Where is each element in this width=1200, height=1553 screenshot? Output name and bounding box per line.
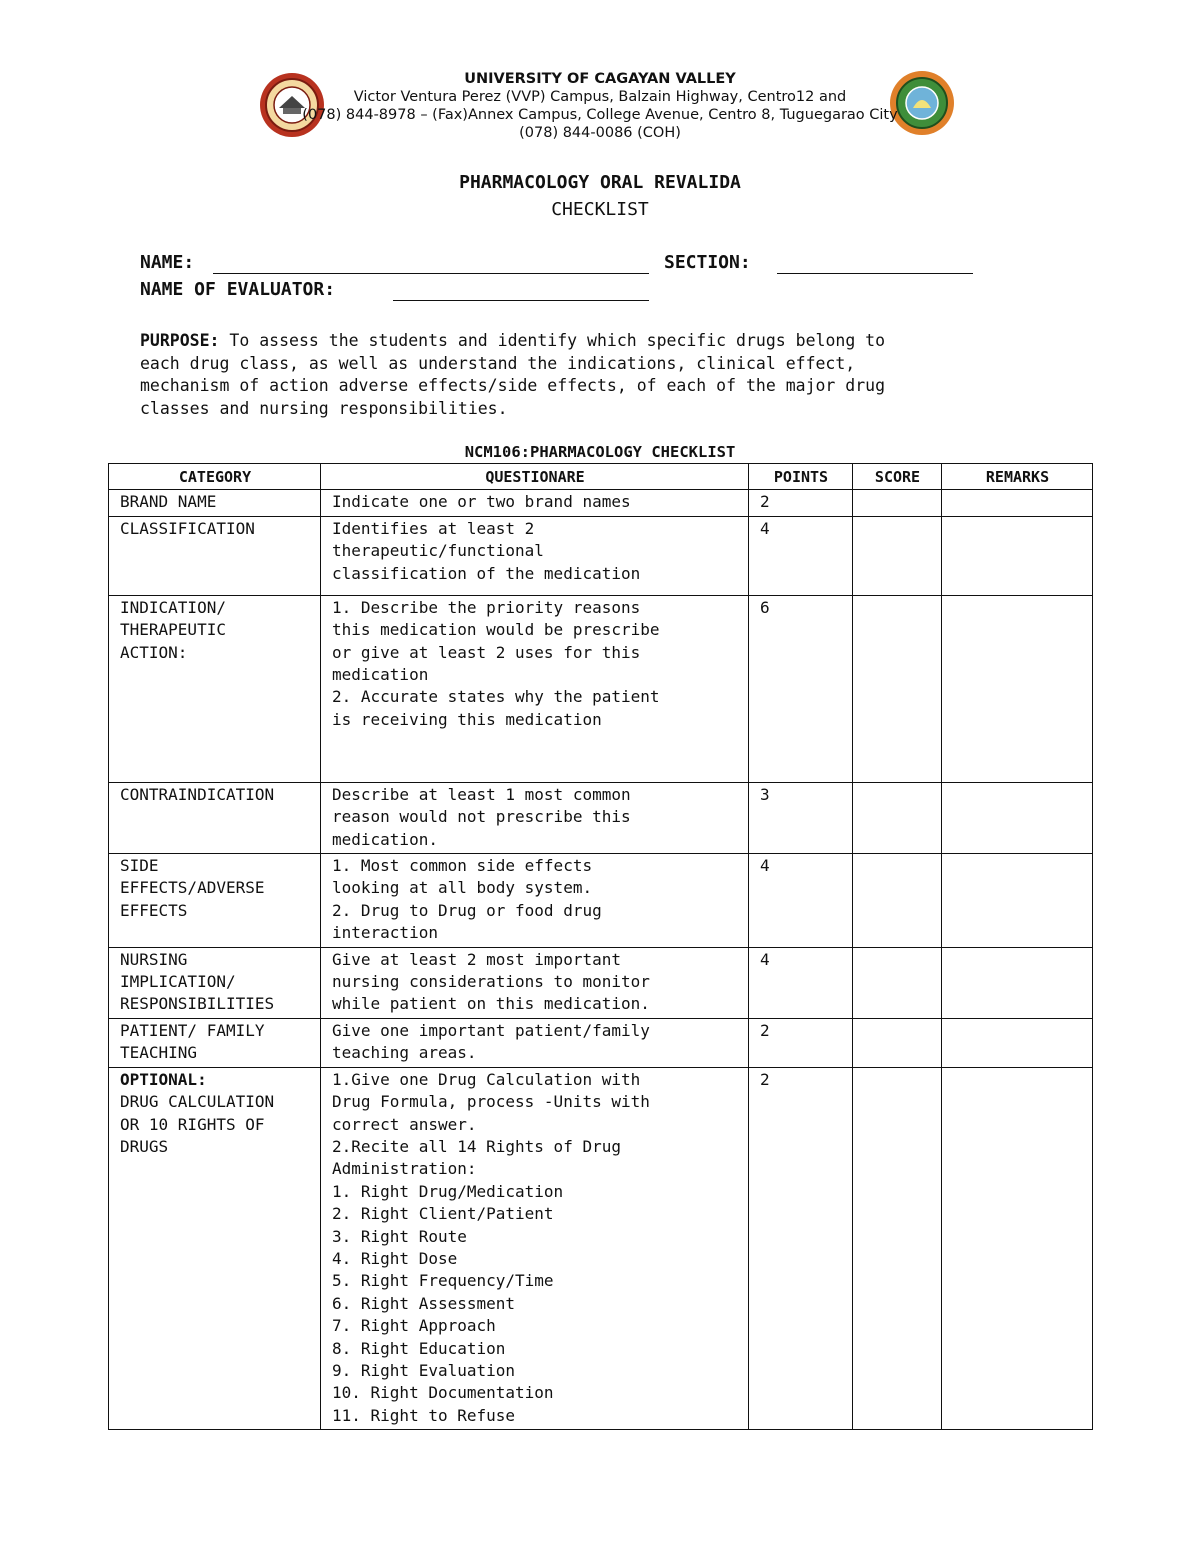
points-cell: 4 <box>749 516 853 595</box>
question-cell: 1.Give one Drug Calculation with Drug Formula, process -Units with correct answer. 2.Recite all 14 Rights of Drug Administration: 1. Right Drug/Medication 2. Right Client/Patient 3. Right Route 4. Right Dose 5. Right Frequency/Time 6. Right Assessment 7. Right Approach 8. Right Education 9. Right Evaluation 10. Right Documentation 11. Right to Refuse <box>321 1067 749 1430</box>
optional-label: OPTIONAL: <box>120 1069 207 1089</box>
section-label: SECTION: <box>664 252 751 273</box>
score-cell[interactable] <box>853 490 942 516</box>
campus-address-2: (078) 844-8978 – (Fax)Annex Campus, College Avenue, Centro 8, Tuguegarao City <box>302 107 898 123</box>
header-category: CATEGORY <box>109 464 321 490</box>
campus-address-3: (078) 844-0086 (COH) <box>519 125 681 141</box>
score-cell[interactable] <box>853 595 942 782</box>
category-cell: BRAND NAME <box>109 490 321 516</box>
remarks-cell[interactable] <box>942 782 1093 853</box>
question-cell: Give one important patient/family teaching areas. <box>321 1018 749 1067</box>
remarks-cell[interactable] <box>942 854 1093 948</box>
header-points: POINTS <box>749 464 853 490</box>
purpose-text: To assess the students and identify which specific drugs belong to each drug class, as well as understand the indications, clinical effect, mechanism of action adverse effects/side effects, of each of the major drug classes and nursing responsibilities. <box>140 331 886 419</box>
table-header-row <box>109 464 1093 490</box>
points-cell: 4 <box>749 854 853 948</box>
category-cell: CONTRAINDICATION <box>109 782 321 853</box>
remarks-cell[interactable] <box>942 947 1093 1018</box>
table-row <box>109 595 1093 782</box>
name-field[interactable] <box>213 273 649 274</box>
table-row <box>109 782 1093 853</box>
remarks-cell[interactable] <box>942 516 1093 595</box>
points-cell: 2 <box>749 490 853 516</box>
category-cell: NURSING IMPLICATION/ RESPONSIBILITIES <box>109 947 321 1018</box>
campus-address-1: Victor Ventura Perez (VVP) Campus, Balzain Highway, Centro12 and <box>353 89 847 105</box>
university-name: UNIVERSITY OF CAGAYAN VALLEY <box>464 71 736 87</box>
category-cell: PATIENT/ FAMILY TEACHING <box>109 1018 321 1067</box>
table-caption: NCM106:PHARMACOLOGY CHECKLIST <box>464 443 736 461</box>
category-cell: INDICATION/ THERAPEUTIC ACTION: <box>109 595 321 782</box>
remarks-cell[interactable] <box>942 1067 1093 1430</box>
score-cell[interactable] <box>853 1018 942 1067</box>
header-score: SCORE <box>853 464 942 490</box>
score-cell[interactable] <box>853 854 942 948</box>
remarks-cell[interactable] <box>942 1018 1093 1067</box>
table-row-optional <box>109 1067 1093 1430</box>
header-remarks: REMARKS <box>942 464 1093 490</box>
page-title: PHARMACOLOGY ORAL REVALIDA <box>459 172 741 193</box>
question-cell: Identifies at least 2 therapeutic/functional classification of the medication <box>321 516 749 595</box>
section-field[interactable] <box>777 273 973 274</box>
points-cell: 4 <box>749 947 853 1018</box>
question-cell: Indicate one or two brand names <box>321 490 749 516</box>
table-row <box>109 490 1093 516</box>
score-cell[interactable] <box>853 516 942 595</box>
header-questionare: QUESTIONARE <box>321 464 749 490</box>
table-row <box>109 516 1093 595</box>
purpose-paragraph <box>140 330 1060 421</box>
score-cell[interactable] <box>853 782 942 853</box>
remarks-cell[interactable] <box>942 595 1093 782</box>
question-cell: Describe at least 1 most common reason would not prescribe this medication. <box>321 782 749 853</box>
optional-category: DRUG CALCULATION OR 10 RIGHTS OF DRUGS <box>120 1092 275 1156</box>
table-row <box>109 1018 1093 1067</box>
score-cell[interactable] <box>853 1067 942 1430</box>
points-cell: 2 <box>749 1067 853 1430</box>
purpose-label: PURPOSE: <box>140 331 220 350</box>
category-cell: CLASSIFICATION <box>109 516 321 595</box>
question-cell: 1. Most common side effects looking at all body system. 2. Drug to Drug or food drug interaction <box>321 854 749 948</box>
question-cell: Give at least 2 most important nursing considerations to monitor while patient on this medication. <box>321 947 749 1018</box>
checklist-table <box>108 463 1093 1430</box>
evaluator-label: NAME OF EVALUATOR: <box>140 279 336 300</box>
name-label: NAME: <box>140 252 195 273</box>
category-cell: SIDE EFFECTS/ADVERSE EFFECTS <box>109 854 321 948</box>
table-row <box>109 947 1093 1018</box>
question-cell: 1. Describe the priority reasons this medication would be prescribe or give at least 2 uses for this medication 2. Accurate states why the patient is receiving this medication <box>321 595 749 782</box>
points-cell: 3 <box>749 782 853 853</box>
category-cell <box>109 1067 321 1430</box>
letterhead <box>0 70 1200 142</box>
evaluator-field[interactable] <box>393 300 649 301</box>
table-row <box>109 854 1093 948</box>
points-cell: 2 <box>749 1018 853 1067</box>
score-cell[interactable] <box>853 947 942 1018</box>
remarks-cell[interactable] <box>942 490 1093 516</box>
page-subtitle: CHECKLIST <box>551 199 649 220</box>
points-cell: 6 <box>749 595 853 782</box>
